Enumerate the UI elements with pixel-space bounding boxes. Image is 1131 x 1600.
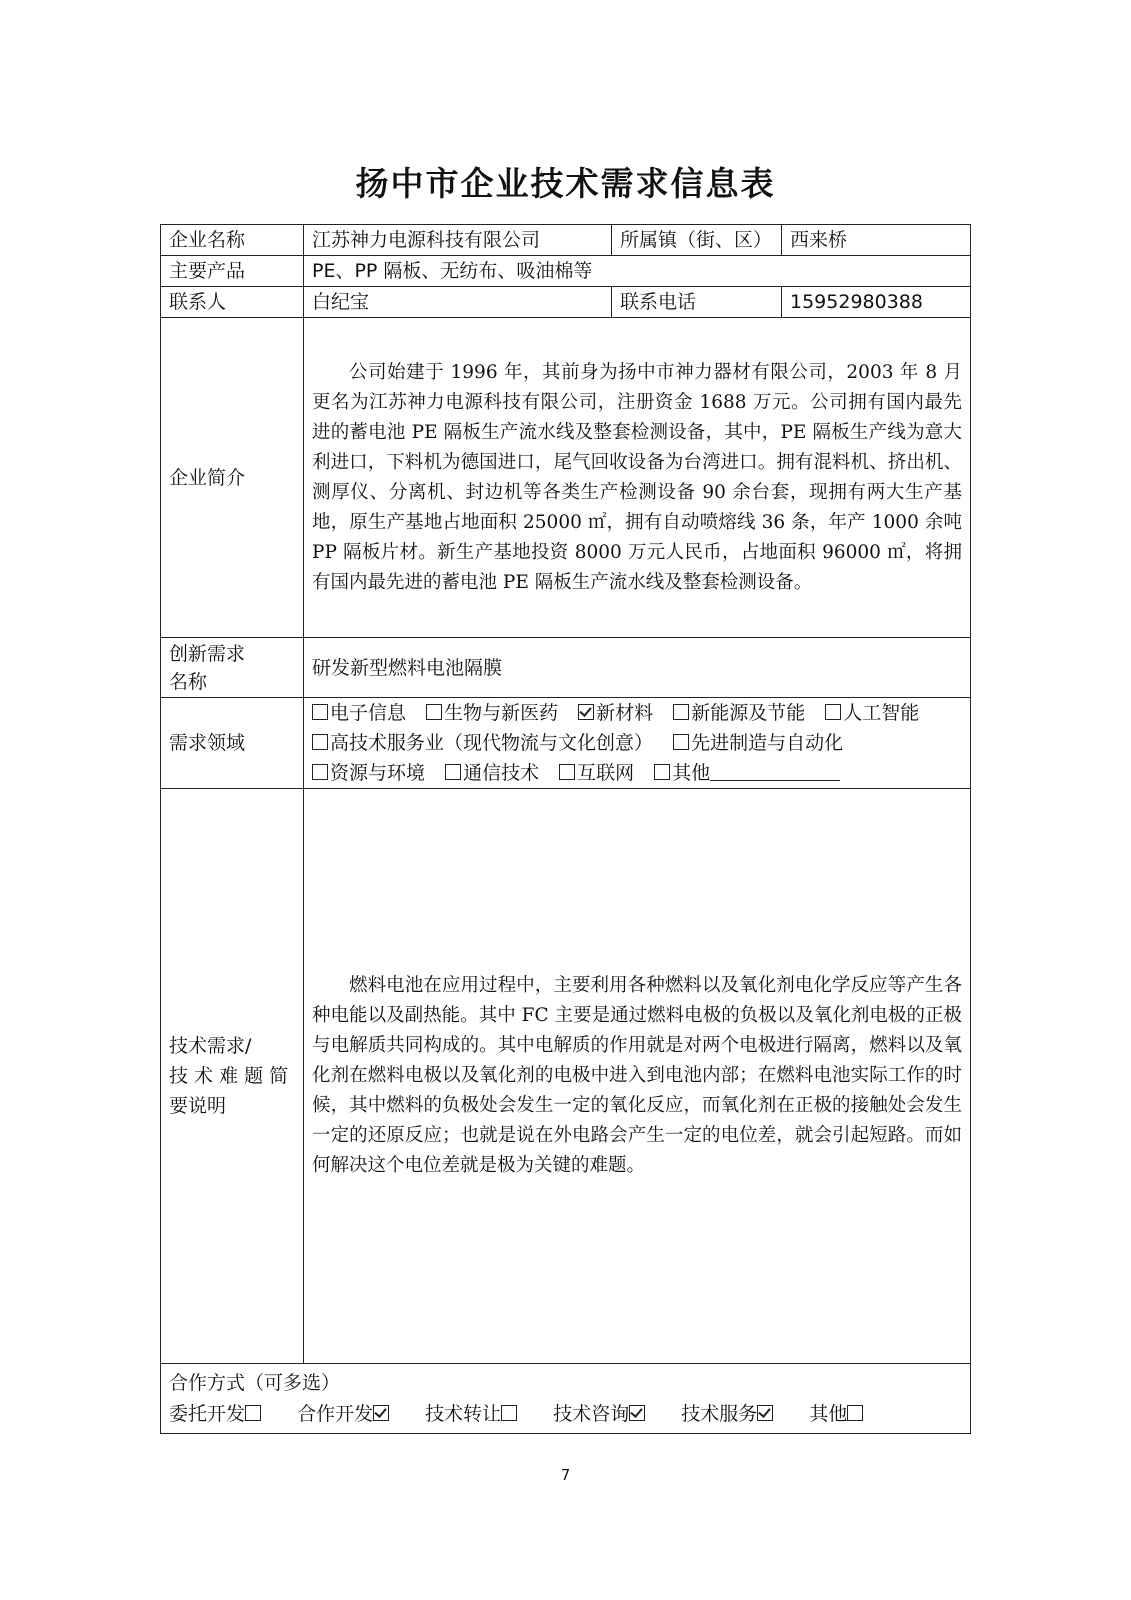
checkbox-icon — [245, 1405, 261, 1421]
label-domain: 需求领域 — [161, 698, 304, 789]
checkbox-icon — [673, 704, 689, 720]
checkbox-checked-icon — [578, 704, 594, 720]
form-title: 扬中市企业技术需求信息表 — [355, 164, 776, 203]
coop-option-consulting[interactable]: 技术咨询 — [553, 1403, 647, 1425]
value-products: PE、PP 隔板、无纺布、吸油棉等 — [304, 256, 971, 287]
label-company-name: 企业名称 — [161, 225, 304, 256]
checkbox-icon — [312, 704, 328, 720]
domain-option-internet[interactable]: 互联网 — [559, 762, 634, 784]
coop-option-joint[interactable]: 合作开发 — [297, 1403, 391, 1425]
value-phone: 15952980388 — [782, 287, 971, 318]
other-blank-line[interactable] — [710, 762, 840, 781]
coop-option-commissioned[interactable]: 委托开发 — [169, 1403, 263, 1425]
requirement-table — [160, 224, 971, 1434]
coop-option-service[interactable]: 技术服务 — [681, 1403, 775, 1425]
domain-options — [304, 698, 971, 789]
coop-title: 合作方式（可多选） — [169, 1371, 341, 1394]
intro-cell — [304, 318, 971, 638]
coop-option-other[interactable]: 其他 — [809, 1403, 865, 1425]
tech-description: 燃料电池在应用过程中，主要利用各种燃料以及氧化剂电化学反应等产生各种电能以及副热能。其中 FC 主要是通过燃料电极的负极以及氧化剂电极的正极与电解质共同构成的。其中电解质的作用就是对两个电极进行隔离，燃料以及氧化剂在燃料电极以及氧化剂的电极中进入到电池内部；在燃料电池实际工作的时候，其中燃料的负极处会发生一定的氧化反应，而氧化剂在正极的接触处会发生一定的还原反应；也就是说在外电路会产生一定的电位差，就会引起短路。而如何解决这个电位差就是极为关键的难题。 — [312, 975, 962, 1176]
checkbox-icon — [673, 734, 689, 750]
label-tech-line2: 技 术 难 题 简 — [169, 1065, 289, 1087]
checkbox-checked-icon — [373, 1405, 389, 1421]
checkbox-icon — [426, 704, 442, 720]
value-contact: 白纪宝 — [304, 287, 612, 318]
label-contact: 联系人 — [161, 287, 304, 318]
domain-option-environment[interactable]: 资源与环境 — [312, 762, 425, 784]
value-company-name: 江苏神力电源科技有限公司 — [304, 225, 612, 256]
checkbox-icon — [501, 1405, 517, 1421]
label-need-name-line2: 名称 — [169, 670, 208, 693]
label-intro: 企业简介 — [161, 318, 304, 638]
label-town: 所属镇（街、区） — [612, 225, 782, 256]
checkbox-icon — [559, 764, 575, 780]
label-need-name — [161, 638, 304, 698]
domain-option-telecom[interactable]: 通信技术 — [445, 762, 539, 784]
label-need-name-line1: 创新需求 — [169, 642, 246, 665]
coop-options — [169, 1398, 962, 1430]
domain-option-ai[interactable]: 人工智能 — [825, 702, 919, 724]
page-number: 7 — [560, 1466, 571, 1484]
domain-option-new-materials[interactable]: 新材料 — [578, 702, 653, 724]
tech-cell — [304, 789, 971, 1364]
checkbox-icon — [825, 704, 841, 720]
checkbox-icon — [445, 764, 461, 780]
checkbox-icon — [847, 1405, 863, 1421]
domain-option-manufacturing[interactable]: 先进制造与自动化 — [673, 732, 843, 754]
checkbox-checked-icon — [629, 1405, 645, 1421]
domain-option-other[interactable]: 其他 — [654, 762, 840, 784]
label-phone: 联系电话 — [612, 287, 782, 318]
checkbox-checked-icon — [757, 1405, 773, 1421]
domain-option-electronics[interactable]: 电子信息 — [312, 702, 406, 724]
label-products: 主要产品 — [161, 256, 304, 287]
label-tech-line1: 技术需求/ — [169, 1035, 252, 1057]
intro-text: 公司始建于 1996 年，其前身为扬中市神力器材有限公司，2003 年 8 月更名为江苏神力电源科技有限公司，注册资金 1688 万元。公司拥有国内最先进的蓄电池 PE 隔板生产流水线及整套检测设备，其中，PE 隔板生产线为意大利进口，下料机为德国进口，尾气回收设备为台湾进口。拥有混料机、挤出机、测厚仪、分离机、封边机等各类生产检测设备 90 余台套，现拥有两大生产基地，原生产基地占地面积 25000 ㎡，拥有自动喷熔线 36 条，年产 1000 余吨 PP 隔板片材。新生产基地投资 8000 万元人民币，占地面积 96000 ㎡，将拥有国内最先进的蓄电池 PE 隔板生产流水线及整套检测设备。 — [312, 361, 962, 593]
value-need-name: 研发新型燃料电池隔膜 — [304, 638, 971, 698]
checkbox-icon — [654, 764, 670, 780]
checkbox-icon — [312, 734, 328, 750]
value-town: 西来桥 — [782, 225, 971, 256]
checkbox-icon — [312, 764, 328, 780]
domain-option-hitech-services[interactable]: 高技术服务业（现代物流与文化创意） — [312, 732, 653, 754]
domain-option-biomed[interactable]: 生物与新医药 — [426, 702, 558, 724]
domain-option-energy[interactable]: 新能源及节能 — [673, 702, 805, 724]
label-tech — [161, 789, 304, 1364]
label-tech-line3: 要说明 — [169, 1095, 227, 1117]
coop-option-transfer[interactable]: 技术转让 — [425, 1403, 519, 1425]
coop-cell — [161, 1364, 971, 1434]
